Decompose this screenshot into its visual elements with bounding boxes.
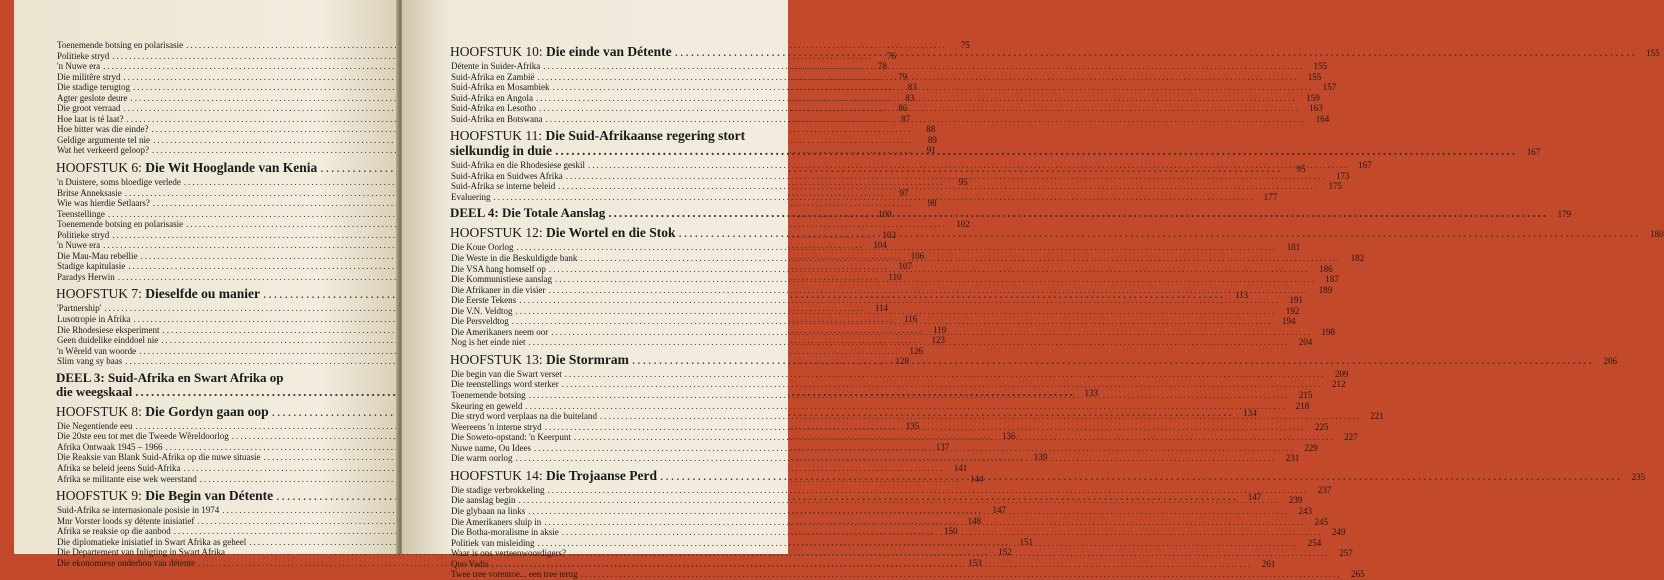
toc-entry-page: 104 (873, 240, 887, 251)
toc-entry-text: Die ekonomiese onderbou van détente (57, 557, 195, 568)
toc-entry-text: Slim vang sy baas (57, 356, 123, 367)
toc-entry-text: Die Kommunistiese aanslag (451, 274, 552, 285)
toc-entry-page: 78 (877, 61, 887, 72)
toc-entry-page: 76 (887, 50, 896, 61)
dot-leader (519, 295, 1280, 306)
toc-entry-text: Die Rhodesiese eksperiment (57, 324, 160, 335)
chapter-page: 134 (1243, 407, 1257, 418)
toc-entry-page: 229 (1304, 442, 1318, 453)
toc-entry-page: 155 (1307, 71, 1322, 82)
toc-entry-page: 249 (1331, 527, 1346, 538)
dot-leader (538, 538, 1299, 549)
part-heading-line1: DEEL 3: Suid-Afrika en Swart Afrika op (56, 369, 284, 385)
toc-entry-text: Toenemende botsing en polarisasie (57, 219, 184, 230)
toc-entry-page: 173 (1335, 170, 1350, 181)
toc-entry-text: Die Afrikaner in die visier (451, 284, 546, 295)
toc-entry-text: Die Reaksie van Blank Suid-Afrika op die nuwe situasie (57, 452, 261, 463)
dot-leader (537, 72, 1298, 83)
toc-entry-text: Teenstellinge (57, 208, 105, 219)
chapter-title-line2: sielkundig in duie (450, 143, 553, 159)
toc-entry-text: Die Soweto-opstand: 'n Keerpunt (451, 432, 571, 443)
toc-entry-page: 136 (1001, 431, 1016, 442)
chapter-label: HOOFSTUK 9: (56, 488, 142, 504)
chapter-title-wrap (56, 488, 273, 503)
toc-entry-text: Suid-Afrika en Mosambiek (451, 82, 550, 93)
toc-entry-text: Paradys Herwin (57, 271, 115, 282)
toc-entry-page: 102 (956, 219, 970, 230)
toc-entry-page: 265 (1351, 569, 1365, 580)
toc-entry-page: 261 (1261, 558, 1276, 569)
toc-entry-text: 'n Duisterе, soms bloedige verlede (57, 177, 181, 188)
chapter-heading-line1 (450, 128, 766, 143)
book-cover-edge-left (0, 0, 14, 554)
toc-entry-page: 218 (1295, 400, 1310, 411)
toc-entry-page: 126 (909, 345, 923, 356)
toc-entry-page: 215 (1298, 390, 1313, 401)
toc-entry-text: Die begin van die Swart verset (451, 368, 562, 379)
toc-entry-text: Stadige kapitulasie (57, 261, 126, 272)
toc-entry-page: 182 (1350, 253, 1365, 264)
toc-entry-page: 243 (1298, 505, 1312, 516)
toc-entry-text: Suid-Afrika en Angola (451, 92, 533, 103)
toc-entry-text: Evaluering (451, 191, 491, 202)
toc-entry-text: Agter geslote deure (57, 92, 128, 103)
toc-entry-page: 139 (1033, 452, 1048, 463)
toc-entry-page: 239 (1288, 495, 1303, 506)
dot-leader (588, 160, 1349, 171)
chapter-label: HOOFSTUK 10: (450, 44, 543, 59)
chapter-title-wrap (450, 225, 676, 240)
toc-entry (450, 368, 1349, 380)
toc-entry-text: Toenemende botsing en polarisasie (57, 40, 184, 50)
toc-entry-text: Nog is het einde niet (451, 337, 526, 348)
toc-entry-page: 102 (882, 229, 896, 240)
toc-entry-page: 177 (1263, 191, 1278, 202)
dot-leader (512, 316, 1273, 327)
toc-entry (56, 462, 968, 474)
toc-entry-page: 175 (1328, 181, 1342, 192)
toc-entry-page: 153 (968, 557, 982, 568)
chapter-label: HOOFSTUK 13: (450, 351, 543, 367)
toc-entry-text: Die Amerikaners sluip in (451, 516, 542, 527)
toc-entry-text: Suid-Afrika en Suidwes Afrika (451, 170, 563, 181)
toc-entry-text: Die Koue Oorlog (451, 242, 514, 253)
chapter-page: 167 (1526, 147, 1541, 158)
toc-entry-page: 198 (1321, 326, 1335, 337)
toc-entry-text: Die Amerikaners neem oor (451, 326, 549, 337)
dot-leader (555, 271, 1316, 285)
toc-entry-page: 123 (931, 335, 945, 346)
toc-entry-page: 163 (1309, 103, 1323, 114)
toc-entry-text: Die 20ste eeu tot met die Tweede Wêreldoorlog (57, 431, 229, 442)
toc-entry-text: Suid-Afrika se interne beleid (451, 181, 556, 192)
dot-leader (545, 114, 1306, 125)
toc-entry-text: Die militêre stryd (57, 71, 121, 82)
toc-entry-page: 75 (960, 40, 970, 50)
chapter-label: HOOFSTUK 7: (56, 286, 142, 302)
toc-entry-page: 114 (874, 303, 888, 314)
toc-entry-page: 159 (1306, 92, 1320, 103)
chapter-title-line1: Die Suid-Afrikaanse regering stort (545, 128, 746, 144)
toc-entry-text: Mnr Vorster loods sy détente inisiatief (57, 515, 195, 526)
dot-leader (544, 517, 1305, 528)
dot-leader (608, 206, 1548, 220)
toc-entry-text: Die glybaan na links (451, 505, 526, 516)
chapter-title: Die einde van Détente (546, 44, 672, 59)
toc-entry-page: 91 (926, 145, 936, 156)
dot-leader (565, 369, 1326, 380)
toc-entry-text: Die teenstellings word sterker (451, 379, 559, 390)
toc-entry-page: 83 (905, 92, 915, 103)
part-page: 179 (1557, 209, 1572, 220)
dot-leader (536, 93, 1297, 104)
toc-entry-page: 212 (1331, 379, 1346, 390)
toc-entry-page: 107 (898, 261, 912, 272)
chapter-title-wrap (56, 160, 317, 175)
chapter-title: Die Wit Hooglande van Kenia (145, 160, 318, 176)
chapter-title: Die Wortel en die Stok (546, 225, 676, 241)
toc-entry-page: 245 (1314, 516, 1328, 527)
toc-entry (450, 170, 1350, 182)
toc-entry-page: 144 (969, 473, 984, 484)
dot-leader (549, 264, 1310, 275)
toc-entry-page: 110 (888, 271, 902, 282)
toc-entry-text: Suid-Afrika se internasionale posisie in 1974 (57, 505, 220, 516)
toc-entry (56, 219, 970, 230)
toc-entry-page: 167 (1358, 160, 1372, 171)
toc-entry-page: 151 (1019, 536, 1033, 547)
toc-entry (450, 400, 1310, 412)
toc-entry-page: 79 (898, 71, 908, 82)
chapter-title-wrap (450, 468, 657, 483)
toc-entry-page: 227 (1344, 432, 1358, 443)
dot-leader (547, 485, 1308, 496)
toc-entry-page: 225 (1314, 421, 1329, 432)
toc-entry-page: 137 (935, 441, 950, 452)
dot-leader (574, 432, 1335, 443)
toc-entry-page: 186 (1319, 263, 1333, 274)
toc-entry (56, 198, 937, 209)
toc-entry-text: Die VSA hang homself op (451, 263, 546, 274)
toc-entry-text: Die stadige verbrokkeling (451, 484, 545, 495)
toc-entry-page: 87 (901, 113, 911, 124)
chapter-label: HOOFSTUK 12: (450, 225, 543, 241)
toc-entry-text: Die diplomatieke inisiatief in Swart Afrika as geheel (57, 536, 247, 547)
toc-entry-page: 204 (1298, 337, 1313, 348)
dot-leader (525, 401, 1286, 412)
toc-entry-text: Toenemende botsing (451, 390, 526, 401)
chapter-label: HOOFSTUK 14: (450, 467, 543, 483)
chapter-page: 113 (1234, 290, 1249, 301)
toc-entry-page: 257 (1339, 548, 1353, 559)
dot-leader (660, 468, 1622, 483)
dot-leader (675, 44, 1637, 59)
toc-entry-text: Afrika se reaksie op die aanbod (57, 526, 171, 537)
toc-entry-text: Lusotropie in Afrika (57, 314, 131, 325)
dot-leader (600, 411, 1361, 422)
toc-entry-text: Politiek van misleiding (451, 537, 535, 548)
toc-entry-page: 95 (958, 177, 968, 188)
toc-entry-text: Nuwe name, Ou Idees (451, 442, 531, 453)
dot-leader (517, 242, 1278, 253)
toc-entry-text: Afrika se beleid jeens Suid-Afrika (57, 462, 181, 473)
toc-entry-text: 'n Nuwe era (57, 240, 101, 251)
toc-entry-page: 231 (1285, 453, 1300, 464)
toc-entry-page: 128 (895, 356, 909, 367)
toc-entry-text: Suid-Afrika en die Rhodesiese geskil (451, 160, 585, 171)
toc-entry-page: 157 (1322, 82, 1337, 93)
dot-leader (543, 61, 1304, 72)
chapter-title-wrap (56, 286, 260, 301)
toc-entry-page: 88 (926, 124, 936, 135)
toc-entry-page: 147 (992, 505, 1006, 516)
toc-entry-page: 148 (967, 515, 982, 526)
toc-entry-text: 'n Wêreld van woorde (57, 345, 137, 356)
dot-leader (515, 453, 1276, 464)
dot-leader (534, 443, 1295, 454)
dot-leader (555, 143, 1517, 158)
toc-entry-page: 135 (905, 420, 920, 431)
chapter-title: Die Trojaanse Perd (546, 467, 658, 483)
toc-entry (450, 484, 1332, 496)
toc-entry-text: Hoe bitter was die einde? (57, 124, 149, 135)
dot-leader (492, 559, 1253, 570)
toc-entry-text: Weereens 'n interne stryd (451, 421, 542, 432)
chapter-page: 147 (1247, 492, 1262, 503)
chapter-title-wrap (450, 44, 672, 59)
dot-leader (528, 337, 1289, 348)
toc-entry-text: Suid-Afrika en Zambië (451, 71, 535, 82)
chapter-page: 206 (1603, 355, 1617, 366)
chapter-title: Die Gordyn gaan oop (145, 403, 269, 419)
dot-leader (518, 495, 1279, 506)
chapter-page: 180 (1650, 229, 1664, 240)
dot-leader (562, 527, 1323, 538)
toc-entry-text: Die stryd word verplaas na die buiteland (451, 411, 597, 422)
toc-entry-page: 187 (1325, 274, 1339, 285)
dot-leader (528, 506, 1289, 517)
dot-leader (552, 82, 1313, 93)
toc-entry-text: Skeuring en geweld (451, 400, 523, 411)
dot-leader (529, 390, 1290, 401)
toc-entry-page: 209 (1334, 368, 1349, 379)
dot-leader (494, 192, 1255, 203)
dot-leader (679, 225, 1641, 240)
toc-entry-page: 97 (899, 187, 909, 198)
dot-leader (562, 379, 1323, 390)
dot-leader (632, 352, 1594, 367)
toc-entry-page: 191 (1289, 295, 1303, 306)
toc-entry-page: 86 (898, 103, 908, 114)
toc-entry (56, 124, 936, 135)
toc-entry-text: Suid-Afrika en Botswana (451, 113, 543, 124)
toc-entry-page: 189 (1318, 284, 1333, 295)
dot-leader (539, 103, 1300, 114)
part-heading-text (450, 206, 605, 220)
toc-entry-text: Hoe laat is té laat? (57, 113, 124, 124)
toc-entry-text: Die Departement van Inligting in Swart Afrika (57, 547, 225, 558)
toc-entry-page: 141 (953, 462, 968, 473)
toc-entry (56, 345, 923, 357)
toc-entry-text: Britse Anneksasie (57, 187, 122, 198)
toc-entry-text: Détente in Suider-Afrika (451, 61, 541, 71)
chapter-title: Die Begin van Détente (145, 488, 274, 504)
toc-entry-text: Quo Vadis (451, 558, 489, 569)
chapter-label: HOOFSTUK 11: (450, 128, 543, 144)
toc-entry-text: Afrika se militante eise wek weerstand (57, 473, 197, 484)
toc-entry-text: Waar is ons verteenwoordigers? (451, 548, 566, 559)
part-label: DEEL 4: (450, 205, 499, 221)
toc-entry-page: 155 (1313, 61, 1328, 71)
chapter-page: 95 (1296, 164, 1306, 175)
toc-entry-page: 237 (1317, 484, 1332, 495)
chapter-title: Dieselfde ou manier (145, 286, 260, 302)
toc-entry-text: 'Partnership' (57, 303, 102, 314)
part-page: 133 (1084, 387, 1098, 398)
toc-entry-page: 181 (1286, 242, 1301, 253)
toc-entry-page: 164 (1315, 113, 1330, 124)
chapter-label: HOOFSTUK 6: (56, 160, 142, 176)
toc-entry-text: Die warm oorlog (451, 453, 513, 464)
toc-entry-page: 221 (1370, 411, 1384, 422)
toc-entry-text: Twee tree vorentoe... een tree terug (451, 569, 578, 580)
toc-entry-page: 98 (927, 198, 937, 209)
toc-entry-page: 152 (998, 547, 1012, 558)
toc-entry-text: Politieke stryd (57, 229, 110, 240)
toc-entry-text: Die groot verraad (57, 103, 121, 114)
toc-entry-text: Die Weste in die Beskuldigde bank (451, 253, 578, 264)
toc-entry-page: 106 (910, 250, 925, 261)
toc-entry-text: Politieke stryd (57, 50, 110, 61)
part-heading-line2: die weegskaal (56, 383, 133, 399)
chapter-title: Die Stormram (546, 351, 629, 367)
toc-entry (450, 379, 1346, 390)
toc-entry-text: Die Eerste Tekens (451, 295, 517, 306)
toc-entry-page: 150 (943, 526, 958, 537)
toc-entry-page: 119 (933, 324, 947, 335)
toc-entry (56, 40, 970, 51)
dot-leader (581, 569, 1342, 580)
toc-entry-text: Die Mau-Mau rebellie (57, 250, 138, 261)
toc-entry-text: Wie was hierdie Setlaars? (57, 198, 150, 209)
toc-entry-page: 83 (907, 82, 917, 93)
dot-leader (551, 324, 1312, 338)
toc-entry-text: Die stadige terugtog (57, 82, 130, 93)
dot-leader (569, 548, 1330, 559)
toc-entry-page: 100 (878, 208, 892, 219)
toc-entry-page: 89 (927, 134, 937, 145)
chapter-label: HOOFSTUK 8: (56, 403, 142, 419)
dot-leader (580, 250, 1341, 264)
toc-entry-page: 194 (1282, 316, 1296, 327)
dot-leader (516, 306, 1277, 317)
toc-entry-text: 'n Nuwe era (57, 61, 101, 72)
chapter-title-wrap (450, 352, 629, 367)
toc-entry-text: Geen duidelike einddoel nie (57, 335, 159, 346)
chapter-page: 235 (1631, 471, 1646, 482)
chapter-page: 155 (1646, 48, 1660, 58)
toc-entry-text: Suid-Afrika en Lesotho (451, 103, 536, 114)
toc-entry-text: Die Persveldtog (451, 316, 509, 327)
dot-leader (545, 422, 1306, 433)
toc-entry-text: Geldige argumente tel nie (57, 134, 151, 145)
toc-entry-page: 116 (904, 314, 918, 325)
toc-entry (450, 569, 1365, 580)
toc-entry-page: 192 (1285, 305, 1300, 316)
chapter-title-wrap (56, 404, 269, 419)
toc-entry-text: Die Negentiende eeu (57, 420, 133, 431)
dot-leader (548, 285, 1309, 296)
toc-entry-text: Die aanslag begin (451, 495, 516, 506)
toc-entry-text: Afrika Ontwaak 1945 – 1966 (57, 441, 163, 452)
dot-leader (558, 181, 1319, 192)
toc-entry-text: Wat het verkeerd geloop? (57, 145, 149, 156)
dot-leader (566, 171, 1327, 182)
part-title: Die Totale Aanslag (502, 205, 606, 221)
toc-entry-text: Die V.N. Veldtog (451, 305, 513, 316)
toc-entry-text: Die Botha-moralisme in aksie (451, 527, 559, 538)
toc-entry-page: 254 (1307, 537, 1322, 548)
